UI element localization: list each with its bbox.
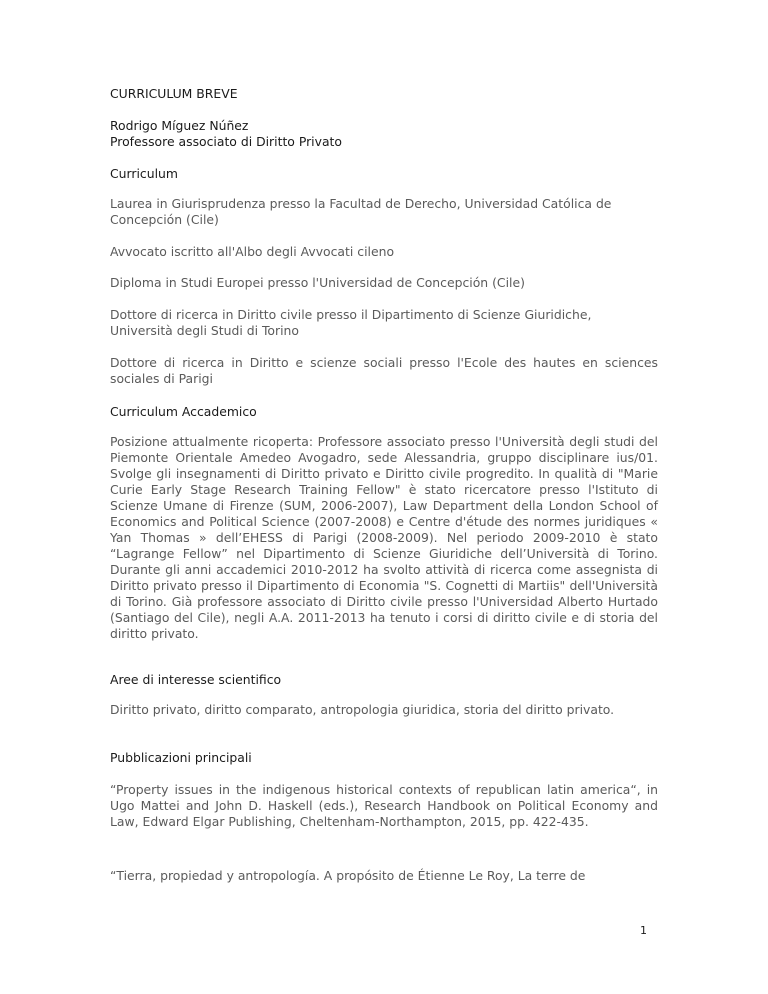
section-heading-accademico: Curriculum Accademico bbox=[110, 404, 257, 419]
section-heading-aree: Aree di interesse scientifico bbox=[110, 672, 282, 687]
accademico-paragraph: Posizione attualmente ricoperta: Professore associato presso l'Università degli studi del Piemonte Orientale Amedeo Avogadro, sede Alessandria, gruppo disciplinare ius/01. Svolge gli insegnamenti di Diritto privato e Diritto civile progredito. In qualità di "Marie Curie Early Stage Research Training Fellow" è stato ricercatore presso l'Istituto di Scienze Umane di Firenze (SUM, 2006-2007), Law Department della London School of Economics and Political Science (2007-2008) e Centre d'étude des normes juridiques « Yan Thomas » dell’EHESS di Parigi (2008-2009). Nel periodo 2009-2010 è stato “Lagrange Fellow” nel Dipartimento di Scienze Giuridiche dell’Università di Torino. Durante gli anni accademici 2010-2012 ha svolto attività di ricerca come assegnista di Diritto privato presso il Dipartimento di Economia "S. Cognetti di Martiis" dell'Università di Torino. Già professore associato di Diritto civile presso l'Universidad Alberto Hurtado (Santiago del Cile), negli A.A. 2011-2013 ha tenuto i corsi di diritto civile e di storia del diritto privato. bbox=[110, 434, 658, 641]
aree-paragraph: Diritto privato, diritto comparato, antropologia giuridica, storia del diritto privato. bbox=[110, 702, 615, 717]
publication-item: “Property issues in the indigenous historical contexts of republican latin america“, in Ugo Mattei and John D. Haskell (eds.), Research Handbook on Political Economy and Law, Edward Elgar Publishing, Cheltenham-Northampton, 2015, pp. 422-435. bbox=[110, 782, 658, 829]
curriculum-item-dottorato-parigi: Dottore di ricerca in Diritto e scienze sociali presso l'Ecole des hautes en sciences sociales di Parigi bbox=[110, 355, 658, 386]
section-heading-curriculum: Curriculum bbox=[110, 166, 178, 181]
curriculum-item-laurea: Laurea in Giurisprudenza presso la Facultad de Derecho, Universidad Católica de Concepción (Cile) bbox=[110, 196, 612, 227]
publication-item: “Tierra, propiedad y antropología. A propósito de Étienne Le Roy, La terre de bbox=[110, 868, 586, 883]
author-name: Rodrigo Míguez Núñez bbox=[110, 118, 249, 133]
curriculum-item-dottorato-torino: Dottore di ricerca in Diritto civile presso il Dipartimento di Scienze Giuridiche, Università degli Studi di Torino bbox=[110, 307, 592, 338]
curriculum-item-avvocato: Avvocato iscritto all'Albo degli Avvocati cileno bbox=[110, 244, 395, 259]
curriculum-item-diploma: Diploma in Studi Europei presso l'Universidad de Concepción (Cile) bbox=[110, 275, 525, 290]
page-number: 1 bbox=[640, 924, 647, 937]
author-position: Professore associato di Diritto Privato bbox=[110, 134, 342, 149]
document-title: CURRICULUM BREVE bbox=[110, 86, 238, 101]
author-block bbox=[110, 118, 342, 150]
section-heading-pubblicazioni: Pubblicazioni principali bbox=[110, 750, 252, 765]
